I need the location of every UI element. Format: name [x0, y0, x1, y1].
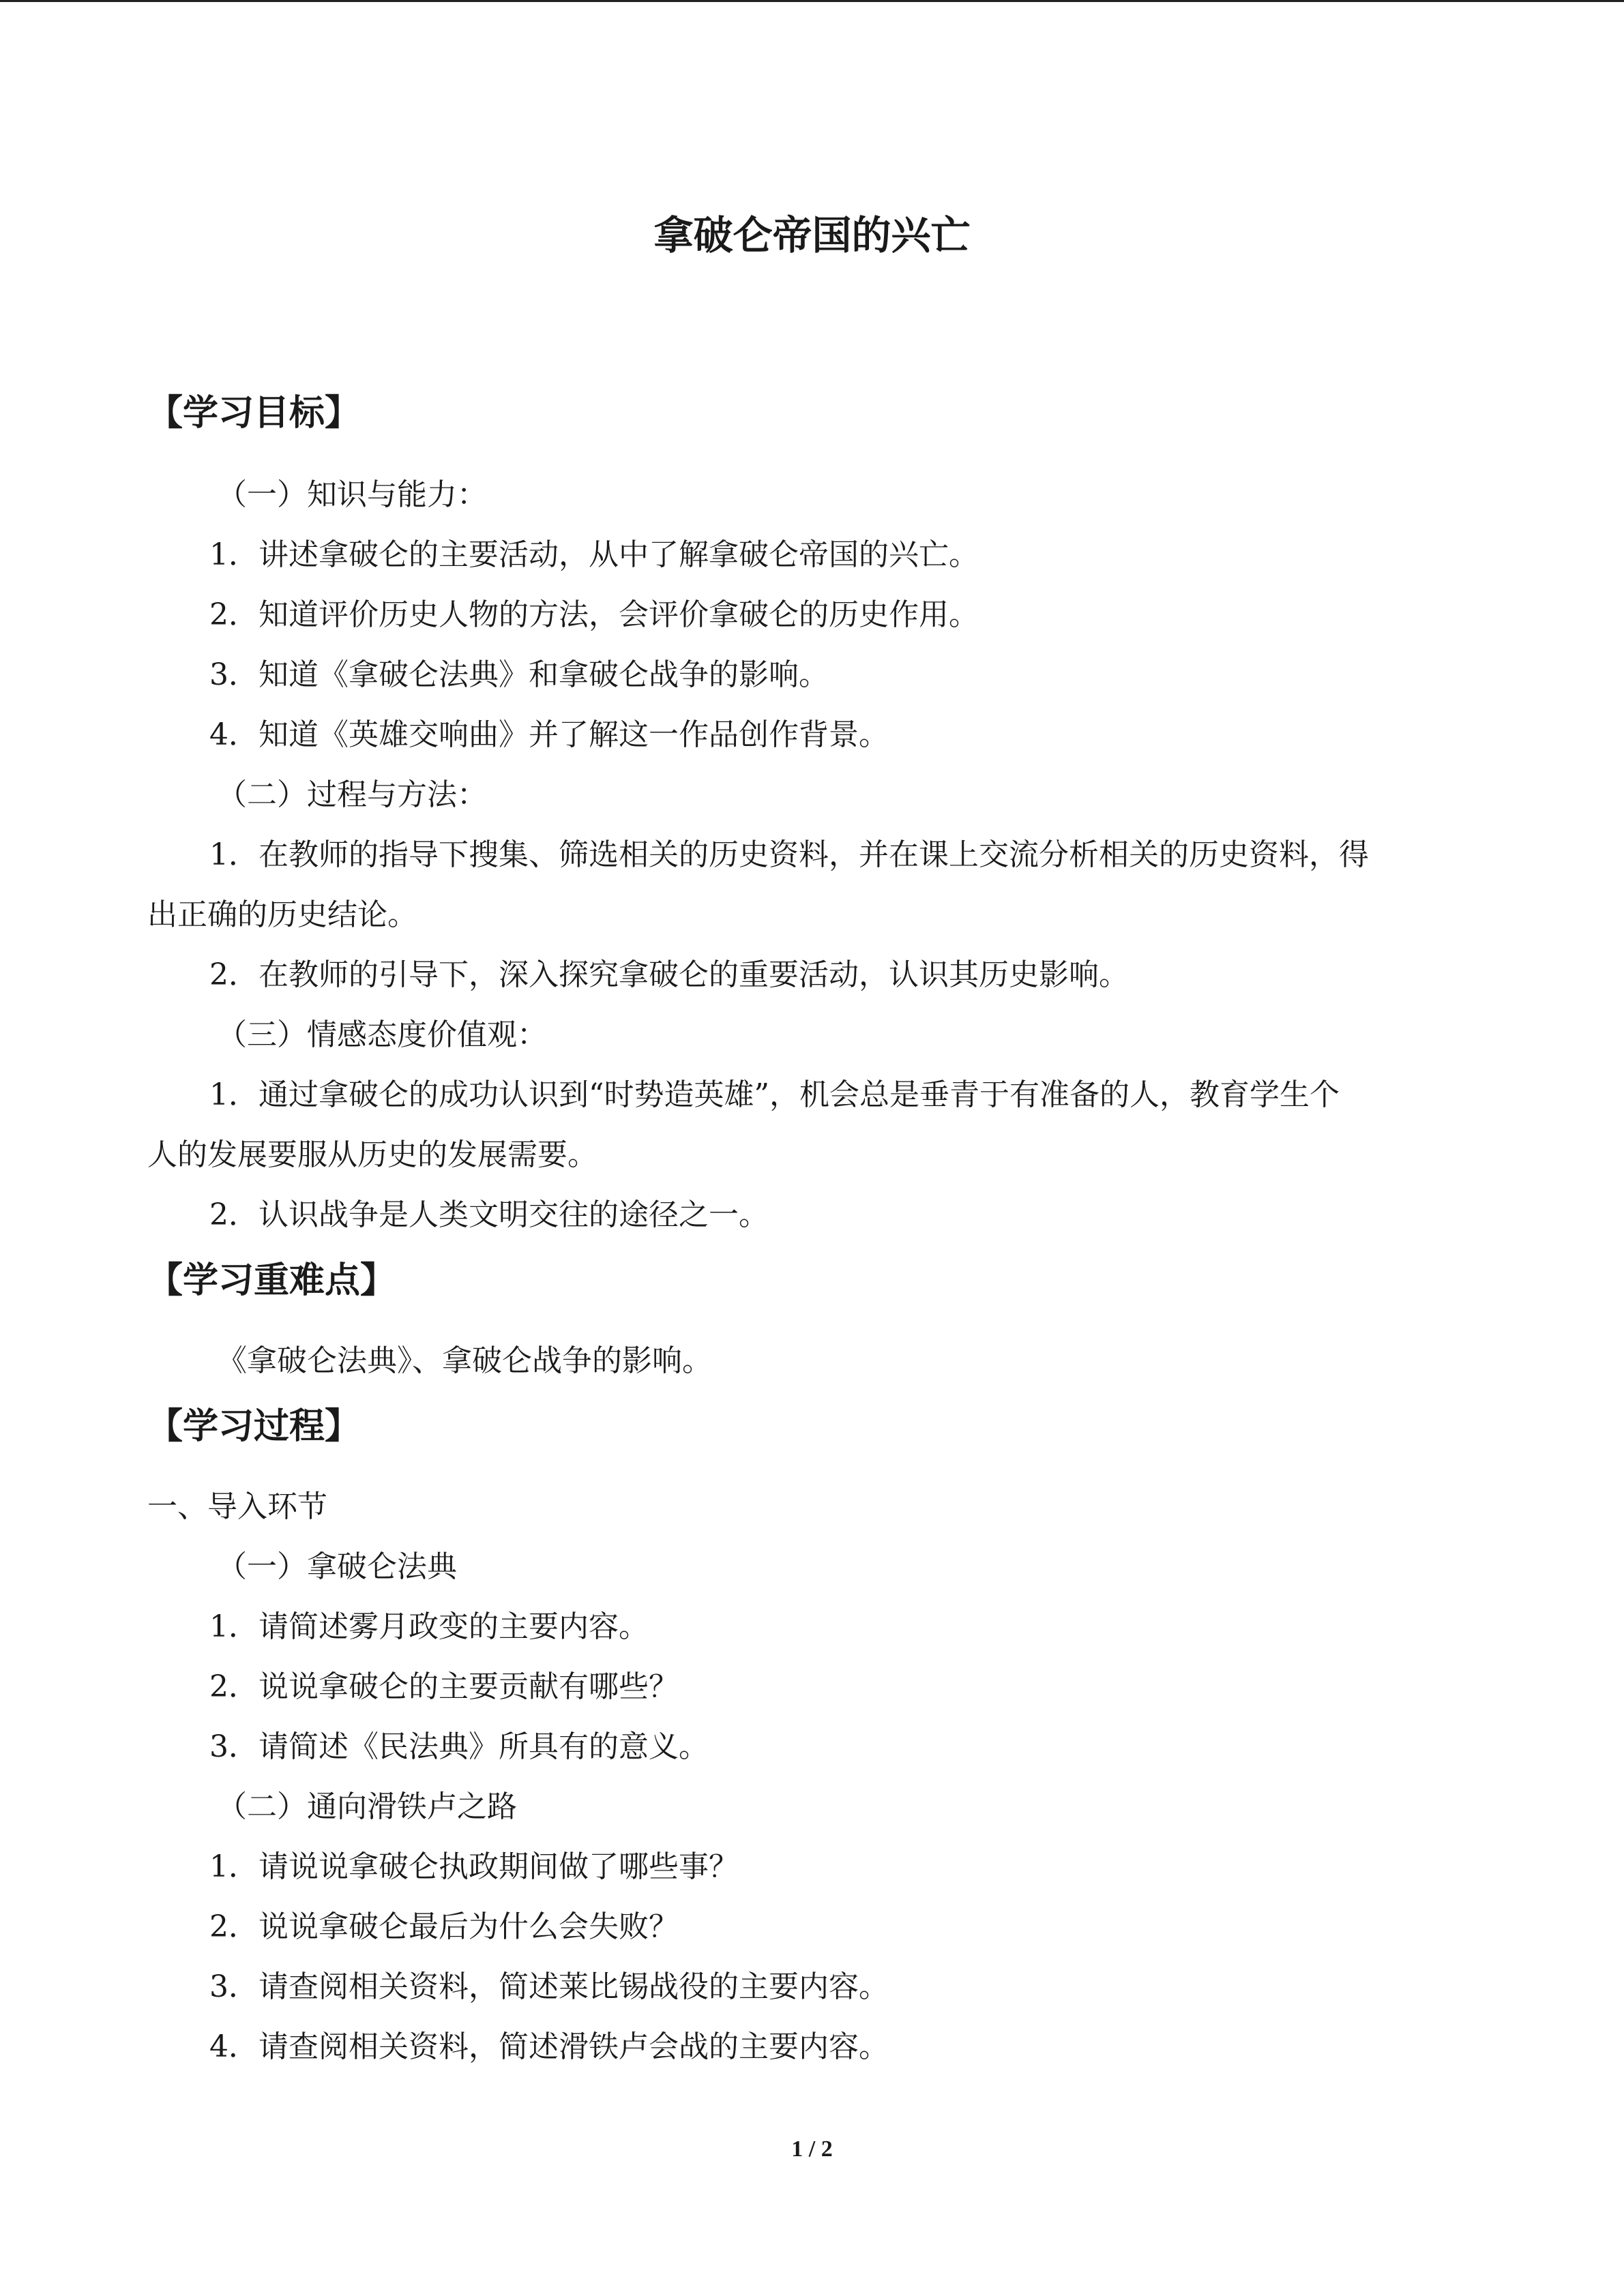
subheading-knowledge: （一）知识与能力： [217, 477, 487, 512]
top-border-line [0, 0, 1624, 2]
list-item: 3．请简述《民法典》所具有的意义。 [209, 1729, 709, 1764]
section-heading-process: 【学习过程】 [147, 1406, 361, 1447]
list-item: 2．知道评价历史人物的方法，会评价拿破仑的历史作用。 [209, 597, 979, 632]
list-item: 4．知道《英雄交响曲》并了解这一作品创作背景。 [209, 717, 889, 752]
list-item: 4．请查阅相关资料，简述滑铁卢会战的主要内容。 [209, 2029, 889, 2064]
page-number: 1 / 2 [791, 2136, 833, 2162]
list-item: 2．说说拿破仑的主要贡献有哪些？ [209, 1669, 679, 1704]
list-item: 1．请说说拿破仑执政期间做了哪些事？ [209, 1849, 739, 1884]
list-item: 2．说说拿破仑最后为什么会失败？ [209, 1909, 679, 1944]
section-heading-key-points: 【学习重难点】 [147, 1260, 396, 1301]
subheading-values: （三）情感态度价值观： [217, 1017, 547, 1052]
section-heading-objectives: 【学习目标】 [147, 393, 361, 434]
list-item: 3．知道《拿破仑法典》和拿破仑战争的影响。 [209, 657, 829, 692]
list-item: 2．认识战争是人类文明交往的途径之一。 [209, 1197, 769, 1232]
list-item: 1．通过拿破仑的成功认识到“时势造英雄”，机会总是垂青于有准备的人，教育学生个 [209, 1077, 1340, 1112]
list-item-continuation: 人的发展要服从历史的发展需要。 [147, 1137, 597, 1172]
list-item: 1．讲述拿破仑的主要活动，从中了解拿破仑帝国的兴亡。 [209, 537, 979, 572]
key-points-text: 《拿破仑法典》、拿破仑战争的影响。 [217, 1343, 712, 1378]
subheading-process-method: （二）过程与方法： [217, 777, 487, 812]
list-item: 3．请查阅相关资料，简述莱比锡战役的主要内容。 [209, 1969, 889, 2004]
list-item: 1．请简述雾月政变的主要内容。 [209, 1609, 649, 1644]
list-item: 1．在教师的指导下搜集、筛选相关的历史资料，并在课上交流分析相关的历史资料，得 [209, 837, 1369, 872]
subsection-intro: 一、导入环节 [147, 1489, 327, 1524]
document-title: 拿破仑帝国的兴亡 [653, 212, 971, 258]
list-item: 2．在教师的引导下，深入探究拿破仑的重要活动，认识其历史影响。 [209, 957, 1129, 992]
list-item-continuation: 出正确的历史结论。 [147, 897, 417, 932]
subheading-code-napoleon: （一）拿破仑法典 [217, 1549, 457, 1584]
subheading-road-to-waterloo: （二）通向滑铁卢之路 [217, 1789, 517, 1824]
